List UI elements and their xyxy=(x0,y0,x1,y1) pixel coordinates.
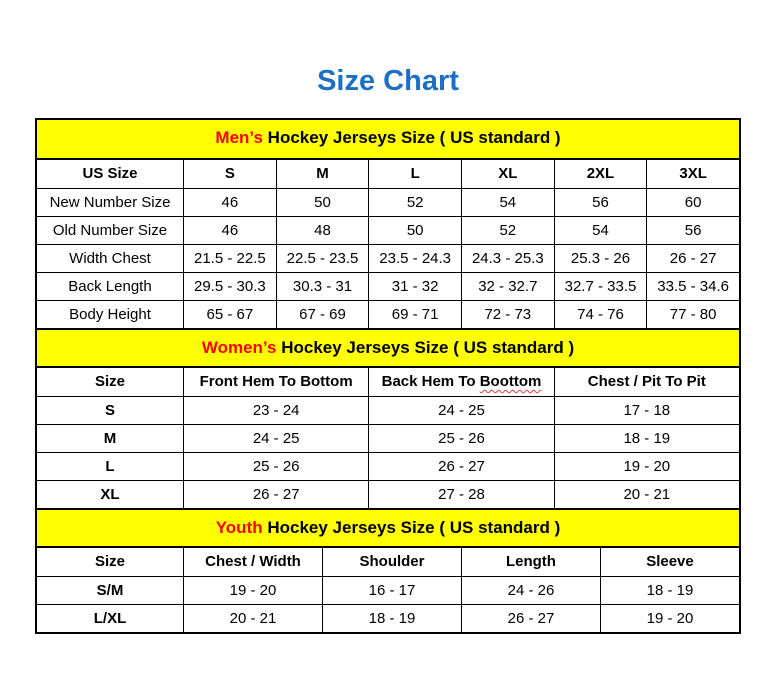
cell: 54 xyxy=(461,189,554,216)
page-title: Size Chart xyxy=(317,65,459,97)
cell: 18 - 19 xyxy=(554,425,739,452)
cell: 26 - 27 xyxy=(183,481,368,508)
cell: 69 - 71 xyxy=(368,301,461,328)
row-label: Body Height xyxy=(69,306,151,323)
cell: 30.3 - 31 xyxy=(276,273,369,300)
youth-section-header xyxy=(37,508,739,548)
cell: 23.5 - 24.3 xyxy=(368,245,461,272)
cell: 20 - 21 xyxy=(183,605,322,632)
cell: 52 xyxy=(461,217,554,244)
cell: 19 - 20 xyxy=(554,453,739,480)
cell: 56 xyxy=(646,217,739,244)
column-header: Sleeve xyxy=(600,548,739,576)
cell: 65 - 67 xyxy=(183,301,276,328)
column-header: 3XL xyxy=(646,160,739,188)
cell: 32.7 - 33.5 xyxy=(554,273,647,300)
womens-header-row xyxy=(37,368,739,396)
row-label: New Number Size xyxy=(49,194,171,211)
table-row xyxy=(37,480,739,508)
youth-header-row xyxy=(37,548,739,576)
womens-section-title: Hockey Jerseys Size ( US standard ) xyxy=(276,338,575,357)
cell: 20 - 21 xyxy=(554,481,739,508)
cell: 19 - 20 xyxy=(183,577,322,604)
row-label: Old Number Size xyxy=(52,222,168,239)
cell: 17 - 18 xyxy=(554,397,739,424)
table-row xyxy=(37,452,739,480)
cell: 67 - 69 xyxy=(276,301,369,328)
row-label: S xyxy=(105,402,116,419)
cell: 26 - 27 xyxy=(368,453,553,480)
cell: 24.3 - 25.3 xyxy=(461,245,554,272)
cell: 46 xyxy=(183,217,276,244)
cell: 25.3 - 26 xyxy=(554,245,647,272)
column-header: Chest / Pit To Pit xyxy=(554,368,739,396)
table-row xyxy=(37,216,739,244)
cell: 24 - 26 xyxy=(461,577,600,604)
table-row xyxy=(37,272,739,300)
cell: 19 - 20 xyxy=(600,605,739,632)
row-label: S/M xyxy=(96,582,124,599)
column-header: XL xyxy=(461,160,554,188)
column-header: US Size xyxy=(82,165,138,182)
size-chart-table xyxy=(35,118,741,634)
column-header: Shoulder xyxy=(322,548,461,576)
cell: 16 - 17 xyxy=(322,577,461,604)
womens-section-highlight: Women’s xyxy=(201,338,277,357)
row-label: XL xyxy=(100,486,120,503)
cell: 24 - 25 xyxy=(368,397,553,424)
cell: 22.5 - 23.5 xyxy=(276,245,369,272)
cell: 33.5 - 34.6 xyxy=(646,273,739,300)
column-header-text: Back Hem To xyxy=(381,373,480,390)
cell: 60 xyxy=(646,189,739,216)
cell: 56 xyxy=(554,189,647,216)
table-row xyxy=(37,604,739,632)
column-header: M xyxy=(276,160,369,188)
row-label: Back Length xyxy=(68,278,152,295)
table-row xyxy=(37,300,739,328)
column-header: L xyxy=(368,160,461,188)
column-header xyxy=(368,368,553,396)
mens-section-title: Hockey Jerseys Size ( US standard ) xyxy=(262,128,561,147)
cell: 50 xyxy=(368,217,461,244)
table-row xyxy=(37,188,739,216)
cell: 26 - 27 xyxy=(646,245,739,272)
cell: 25 - 26 xyxy=(183,453,368,480)
mens-section-highlight: Men’s xyxy=(215,128,263,147)
row-label: L xyxy=(105,458,115,475)
column-header: Chest / Width xyxy=(183,548,322,576)
column-header: Size xyxy=(95,373,126,390)
cell: 46 xyxy=(183,189,276,216)
youth-section-highlight: Youth xyxy=(215,518,263,537)
cell: 25 - 26 xyxy=(368,425,553,452)
column-header: S xyxy=(183,160,276,188)
cell: 26 - 27 xyxy=(461,605,600,632)
cell: 77 - 80 xyxy=(646,301,739,328)
spellcheck-underline: Boottom xyxy=(479,373,542,390)
youth-section-title: Hockey Jerseys Size ( US standard ) xyxy=(262,518,561,537)
cell: 18 - 19 xyxy=(322,605,461,632)
column-header: 2XL xyxy=(554,160,647,188)
cell: 27 - 28 xyxy=(368,481,553,508)
table-row xyxy=(37,396,739,424)
mens-header-row xyxy=(37,160,739,188)
cell: 54 xyxy=(554,217,647,244)
column-header: Front Hem To Bottom xyxy=(183,368,368,396)
cell: 32 - 32.7 xyxy=(461,273,554,300)
row-label: L/XL xyxy=(93,610,127,627)
row-label: M xyxy=(103,430,117,447)
table-row xyxy=(37,424,739,452)
row-label: Width Chest xyxy=(69,250,151,267)
cell: 31 - 32 xyxy=(368,273,461,300)
cell: 72 - 73 xyxy=(461,301,554,328)
cell: 50 xyxy=(276,189,369,216)
cell: 18 - 19 xyxy=(600,577,739,604)
cell: 74 - 76 xyxy=(554,301,647,328)
column-header: Size xyxy=(95,553,126,570)
mens-section-header xyxy=(37,120,739,160)
cell: 48 xyxy=(276,217,369,244)
cell: 21.5 - 22.5 xyxy=(183,245,276,272)
column-header: Length xyxy=(461,548,600,576)
womens-section-header xyxy=(37,328,739,368)
cell: 24 - 25 xyxy=(183,425,368,452)
cell: 52 xyxy=(368,189,461,216)
table-row xyxy=(37,244,739,272)
cell: 29.5 - 30.3 xyxy=(183,273,276,300)
cell: 23 - 24 xyxy=(183,397,368,424)
table-row xyxy=(37,576,739,604)
